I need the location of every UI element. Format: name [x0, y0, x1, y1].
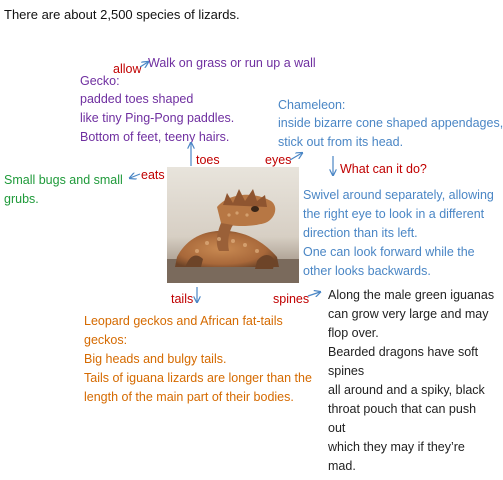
- eyes-line: other looks backwards.: [303, 264, 431, 278]
- eyes-line: the right eye to look in a different: [303, 207, 485, 221]
- spines-line: can grow very large and may: [328, 307, 489, 321]
- gecko-line: Bottom of feet, teeny hairs.: [80, 130, 230, 144]
- spines-line: Along the male green iguanas: [328, 288, 495, 302]
- spines-line: spines: [328, 364, 365, 378]
- spines-arrow: [308, 292, 320, 296]
- tails-line: Big heads and bulgy tails.: [84, 352, 227, 366]
- spines-label: spines: [273, 292, 310, 306]
- spines-line: throat pouch that can push: [328, 402, 477, 416]
- spines-line: which they may if they’re: [328, 440, 465, 454]
- eats-label: eats: [141, 168, 165, 182]
- eyes-arrow: [290, 153, 302, 160]
- spines-line: mad.: [328, 459, 356, 473]
- eyes-line: Swivel around separately, allowing: [303, 188, 494, 202]
- eats-arrow: [130, 174, 140, 178]
- toes-label: toes: [196, 153, 220, 167]
- eats-line: Small bugs and small: [4, 173, 123, 187]
- eyes-label: eyes: [265, 153, 292, 167]
- tails-line: length of the main part of their bodies.: [84, 390, 294, 404]
- tails-line: Leopard geckos and African fat-tails: [84, 314, 283, 328]
- gecko-heading: Gecko:: [80, 74, 120, 88]
- chameleon-heading: Chameleon:: [278, 98, 346, 112]
- what-can-it-do-label: What can it do?: [340, 162, 427, 176]
- gecko-line: like tiny Ping-Pong paddles.: [80, 111, 235, 125]
- tails-label: tails: [171, 292, 194, 306]
- allow-arrow: [140, 62, 148, 67]
- chameleon-line: inside bizarre cone shaped appendages,: [278, 116, 503, 130]
- allow-label: allow: [113, 62, 142, 76]
- page-title: There are about 2,500 species of lizards.: [4, 7, 240, 22]
- allow-text: Walk on grass or run up a wall: [148, 56, 316, 70]
- spines-line: Bearded dragons have soft: [328, 345, 479, 359]
- eats-line: grubs.: [4, 192, 39, 206]
- spines-line: flop over.: [328, 326, 379, 340]
- spines-line: out: [328, 421, 346, 435]
- tails-line: Tails of iguana lizards are longer than the: [84, 371, 312, 385]
- chameleon-line: stick out from its head.: [278, 135, 404, 149]
- tails-line: geckos:: [84, 333, 128, 347]
- spines-line: all around and a spiky, black: [328, 383, 485, 397]
- gecko-line: padded toes shaped: [80, 92, 194, 106]
- eyes-line: direction than its left.: [303, 226, 418, 240]
- eyes-line: One can look forward while the: [303, 245, 475, 259]
